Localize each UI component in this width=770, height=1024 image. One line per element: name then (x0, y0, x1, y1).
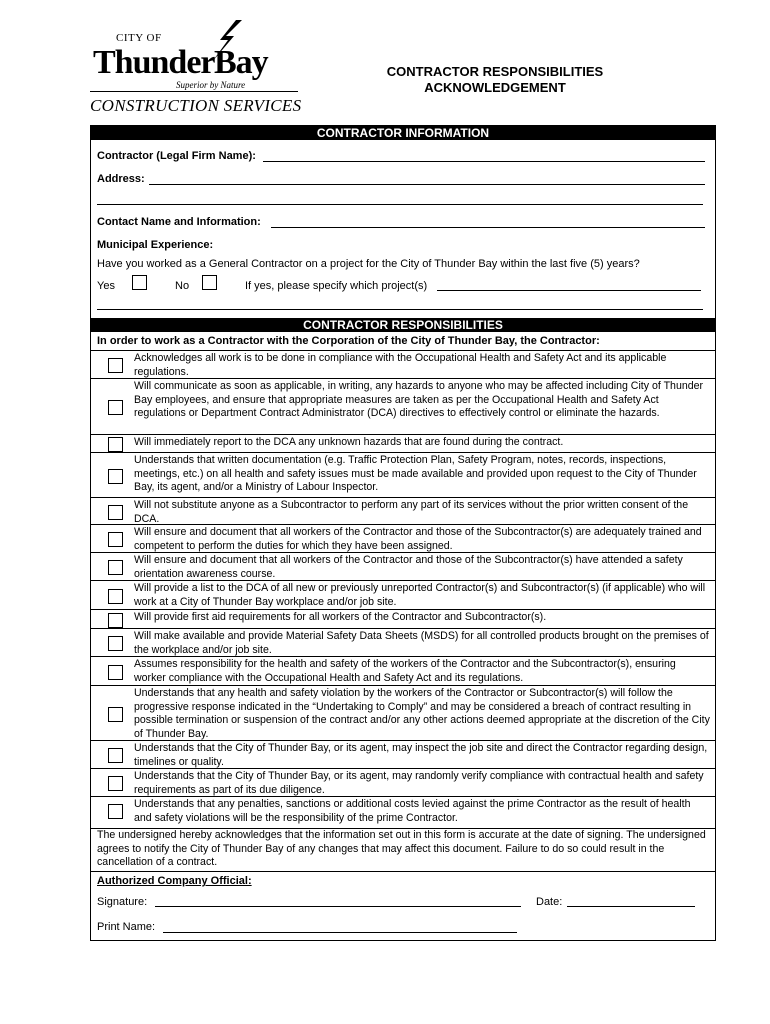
contractor-info-heading: CONTRACTOR INFORMATION (91, 126, 715, 140)
print-name-label: Print Name: (97, 921, 156, 933)
responsibility-row (91, 378, 715, 435)
responsibility-checkbox[interactable] (108, 748, 123, 763)
responsibility-row (91, 580, 715, 610)
responsibility-text: Acknowledges all work is to be done in compliance with the Occupational Health and Safety Act and its applicable regulations. (134, 352, 667, 378)
logo-bay: Bay (214, 44, 268, 81)
authorized-official-heading: Authorized Company Official: (97, 875, 252, 887)
responsibility-text: Understands that written documentation (e.g. Traffic Protection Plan, Safety Program, notes, records, inspections, meetings, etc.) on all health and safety issues must be made available and provided upon request to the City of Thunder Bay, its agent, and/or a Ministry of Labour Inspector. (134, 454, 697, 493)
responsibility-text: Will make available and provide Material Safety Data Sheets (MSDS) for all controlled products brought on the premises of the workplace and/or job site. (134, 630, 709, 656)
acknowledgement-form (90, 125, 716, 941)
contact-input[interactable] (271, 227, 705, 228)
logo-divider (90, 91, 298, 92)
responsibility-checkbox[interactable] (108, 776, 123, 791)
responsibility-checkbox[interactable] (108, 532, 123, 547)
projects-input-line1[interactable] (437, 290, 701, 291)
document-title (360, 64, 630, 96)
responsibility-checkbox[interactable] (108, 636, 123, 651)
responsibility-text: Understands that the City of Thunder Bay, or its agent, may inspect the job site and direct the Contractor regarding design, timelines or quality. (134, 742, 708, 768)
responsibility-text: Will not substitute anyone as a Subcontractor to perform any part of its services without the prior written consent of the DCA. (134, 499, 689, 525)
experience-question: Have you worked as a General Contractor on a project for the City of Thunder Bay within the last five (5) years? (97, 258, 640, 270)
responsibility-text: Will immediately report to the DCA any unknown hazards that are found during the contract. (134, 436, 564, 448)
signature-label: Signature: (97, 896, 148, 908)
logo-city-of: CITY OF (116, 32, 162, 44)
responsibility-checkbox[interactable] (108, 665, 123, 680)
responsibility-row (91, 685, 715, 741)
responsibility-row (91, 609, 715, 629)
yes-checkbox[interactable] (132, 275, 147, 290)
responsibility-checkbox[interactable] (108, 437, 123, 452)
acknowledgement-text: The undersigned hereby acknowledges that the information set out in this form is accurate at the date of signing. The undersigned agrees to notify the City of Thunder Bay of any changes that may affect this document. Failure to do so could result in the cancellation of a contract. (97, 829, 706, 868)
logo-tagline: Superior by Nature (176, 80, 246, 90)
logo-thunder: Thunder (93, 44, 215, 81)
responsibility-row (91, 740, 715, 769)
document-title-line2: ACKNOWLEDGEMENT (424, 80, 566, 95)
yes-label: Yes (97, 280, 115, 292)
date-input[interactable] (567, 906, 695, 907)
no-label: No (175, 280, 190, 292)
responsibility-row (91, 452, 715, 498)
responsibilities-intro: In order to work as a Contractor with the Corporation of the City of Thunder Bay, the Contractor: (97, 335, 600, 347)
responsibility-row (91, 656, 715, 686)
contact-label: Contact Name and Information: (97, 216, 261, 228)
date-label: Date: (536, 896, 563, 908)
print-name-input[interactable] (163, 932, 517, 933)
responsibility-text: Will provide first aid requirements for all workers of the Contractor and Subcontractor(s). (134, 611, 547, 623)
address-label: Address: (97, 173, 145, 185)
responsibility-text: Will communicate as soon as applicable, in writing, any hazards to anyone who may be affected including City of Thunder Bay employees, and ensure that appropriate measures are taken as per the Occupational Health and Safety Act regulations or Department Contract Administrator (DCA) directives to effectively control or eliminate the hazards. (134, 380, 704, 419)
responsibility-checkbox[interactable] (108, 707, 123, 722)
responsibility-text: Understands that any penalties, sanctions or additional costs levied against the prime Contractor as the result of health and safety violations will be the responsibility of the prime Contractor. (134, 798, 691, 824)
responsibility-checkbox[interactable] (108, 589, 123, 604)
responsibility-checkbox[interactable] (108, 469, 123, 484)
responsibility-text: Will ensure and document that all workers of the Contractor and those of the Subcontractor(s) are adequately trained and competent to perform the duties for which they have been assigned. (134, 526, 702, 552)
no-checkbox[interactable] (202, 275, 217, 290)
responsibility-row (91, 796, 715, 825)
responsibility-text: Understands that the City of Thunder Bay, or its agent, may randomly verify compliance with contractual health and safety requirements as part of its due diligence. (134, 770, 704, 796)
responsibility-row (91, 768, 715, 797)
responsibility-text: Assumes responsibility for the health and safety of the workers of the Contractor and the Subcontractor(s), ensuring worker compliance with the Occupational Health and Safety Act and its regulations. (134, 658, 676, 684)
experience-label: Municipal Experience: (97, 239, 214, 251)
signature-input[interactable] (155, 906, 521, 907)
responsibility-checkbox[interactable] (108, 400, 123, 415)
signature-divider (91, 871, 715, 872)
legal-name-input[interactable] (263, 161, 705, 162)
city-logo (90, 18, 300, 98)
responsibility-text: Will ensure and document that all workers of the Contractor and those of the Subcontractor(s) have attended a safety orientation awareness course. (134, 554, 683, 580)
responsibility-text: Understands that any health and safety violation by the workers of the Contractor or Subcontractor(s) will follow the progressive response indicated in the “Undertaking to Comply” and may be considered a breach of contract resulting in possible termination or suspension of the contract and/or any other actions deemed appropriate at the discretion of the City of Thunder Bay. (134, 687, 710, 740)
responsibility-row (91, 434, 715, 453)
responsibility-checkbox[interactable] (108, 358, 123, 373)
specify-label: If yes, please specify which project(s) (245, 280, 428, 292)
responsibility-checkbox[interactable] (108, 613, 123, 628)
responsibility-text: Will provide a list to the DCA of all new or previously unreported Contractor(s) and Subcontractor(s) (if applicable) who will work at a City of Thunder Bay workplace and/or job site. (134, 582, 706, 608)
responsibility-row (91, 628, 715, 657)
projects-input-line2[interactable] (97, 309, 703, 310)
document-title-line1: CONTRACTOR RESPONSIBILITIES (386, 64, 604, 79)
address-input-line2[interactable] (97, 204, 703, 205)
responsibility-row (91, 524, 715, 553)
responsibility-row (91, 552, 715, 581)
responsibility-row (91, 350, 715, 379)
department-title: CONSTRUCTION SERVICES (90, 96, 302, 115)
responsibility-row (91, 497, 715, 525)
responsibilities-heading: CONTRACTOR RESPONSIBILITIES (91, 318, 715, 332)
legal-name-label: Contractor (Legal Firm Name): (97, 150, 256, 162)
address-input-line1[interactable] (149, 184, 705, 185)
responsibility-checkbox[interactable] (108, 804, 123, 819)
responsibility-checkbox[interactable] (108, 505, 123, 520)
responsibility-checkbox[interactable] (108, 560, 123, 575)
